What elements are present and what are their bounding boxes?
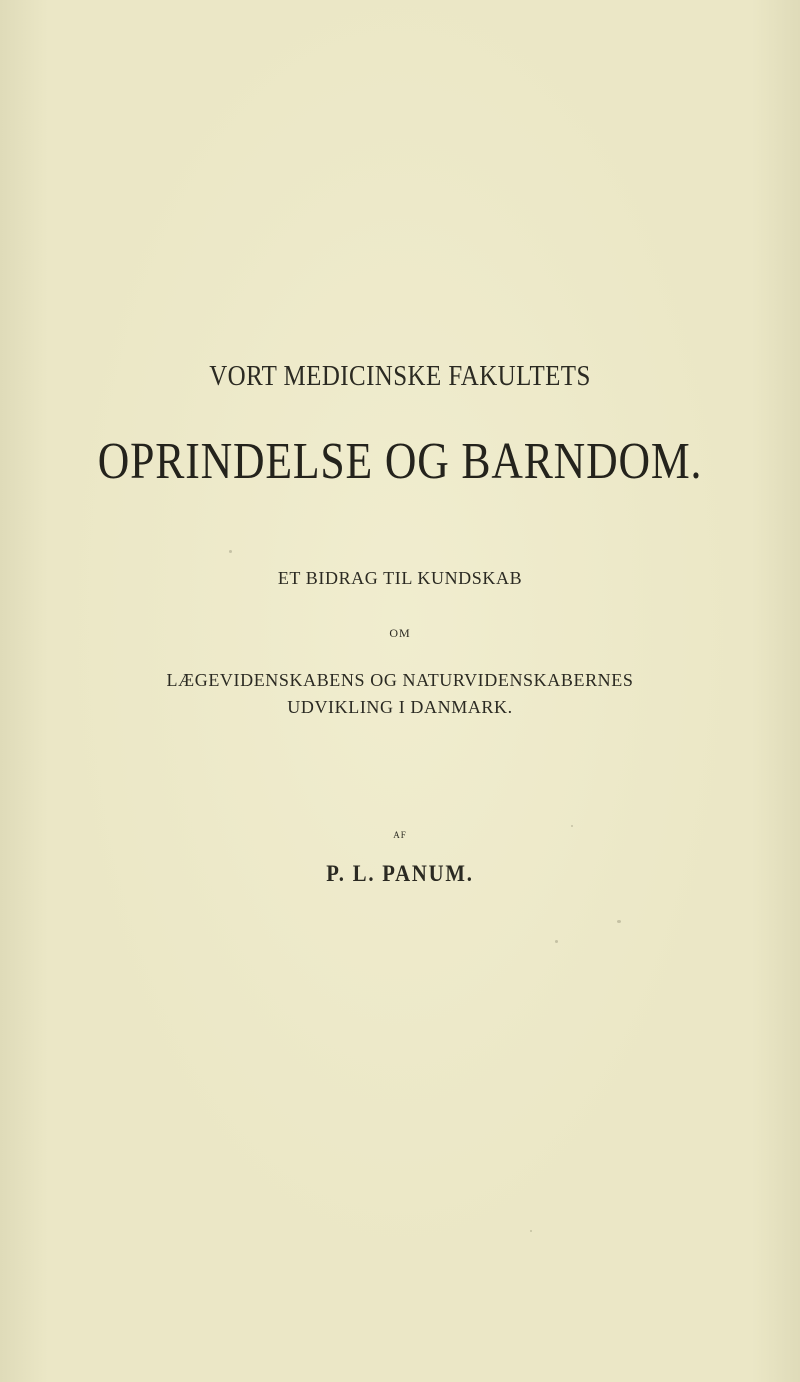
subtitle-line-3: UDVIKLING I DANMARK.	[287, 697, 513, 717]
subtitle-line-2: LÆGEVIDENSKABENS OG NATURVIDENSKABERNES	[166, 670, 634, 690]
subtitle-line-1: ET BIDRAG TIL KUNDSKAB	[277, 568, 523, 588]
heading-line-1: VORT MEDICINSKE FAKULTETS	[209, 360, 591, 392]
main-title: OPRINDELSE OG BARNDOM.	[97, 433, 703, 490]
paper-speck	[530, 1230, 532, 1232]
paper-speck	[555, 940, 558, 943]
by-label: AF	[393, 830, 407, 840]
author-name: P. L. PANUM.	[326, 861, 474, 886]
paper-speck	[229, 550, 232, 553]
paper-speck	[571, 825, 573, 827]
paper-speck	[617, 920, 621, 923]
subtitle-om: OM	[389, 626, 411, 640]
